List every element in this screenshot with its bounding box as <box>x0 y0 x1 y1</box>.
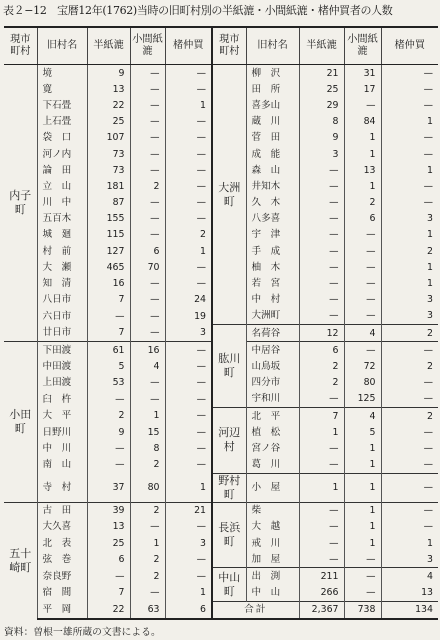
total-label: 合計 <box>212 601 299 619</box>
kozo-count: — <box>381 473 438 502</box>
group-name: 長浜町 <box>212 502 246 568</box>
hanshi-count: — <box>299 227 344 243</box>
hanshi-count: 53 <box>87 375 130 391</box>
village-name: 名荷谷 <box>246 325 299 342</box>
hanshi-count: 3 <box>299 146 344 162</box>
kozo-count: 1 <box>165 97 212 113</box>
village-name: 北 表 <box>37 535 87 551</box>
village-name: 大洲町 <box>246 308 299 325</box>
kozo-count: 1 <box>165 243 212 259</box>
koma-count: — <box>130 227 165 243</box>
header-group-right: 現市町村 <box>212 27 246 65</box>
kozo-count: — <box>165 275 212 291</box>
kozo-count: 2 <box>381 325 438 342</box>
koma-count: — <box>344 585 381 602</box>
village-name: 六日市 <box>37 308 87 325</box>
koma-count: — <box>344 308 381 325</box>
koma-count: 5 <box>344 424 381 440</box>
village-name: 上田渡 <box>37 375 87 391</box>
kozo-count: 2 <box>381 407 438 424</box>
koma-count: 1 <box>344 178 381 194</box>
kozo-count: — <box>165 162 212 178</box>
koma-count: 72 <box>344 358 381 374</box>
koma-count: 1 <box>344 130 381 146</box>
hanshi-count: — <box>299 259 344 275</box>
kozo-count: 21 <box>165 502 212 519</box>
hanshi-count: — <box>299 292 344 308</box>
hanshi-count: — <box>299 440 344 456</box>
koma-count: 1 <box>344 146 381 162</box>
hanshi-count: 2 <box>87 407 130 424</box>
village-name: 大久喜 <box>37 519 87 535</box>
kozo-count: 13 <box>381 585 438 602</box>
hanshi-count: 73 <box>87 146 130 162</box>
koma-count: 70 <box>130 259 165 275</box>
village-name: 菅 田 <box>246 130 299 146</box>
header-village: 旧村名 <box>37 27 87 65</box>
village-name: 柚 木 <box>246 259 299 275</box>
kozo-count: — <box>165 407 212 424</box>
koma-count: — <box>130 65 165 82</box>
kozo-count: — <box>165 551 212 568</box>
village-name: 植 松 <box>246 424 299 440</box>
kozo-count: — <box>165 358 212 374</box>
village-name: 中居谷 <box>246 342 299 359</box>
hanshi-count: — <box>87 308 130 325</box>
village-name: 宇 津 <box>246 227 299 243</box>
kozo-count: — <box>381 440 438 456</box>
village-name: 寛 <box>37 81 87 97</box>
village-name: 宇和川 <box>246 391 299 408</box>
koma-count: — <box>344 259 381 275</box>
koma-count: 8 <box>130 440 165 456</box>
group-name: 中山町 <box>212 568 246 601</box>
kozo-count: 3 <box>165 535 212 551</box>
koma-count: 15 <box>130 424 165 440</box>
hanshi-count: 9 <box>87 424 130 440</box>
header-kozo: 楮仲買 <box>165 27 212 65</box>
hanshi-count: — <box>299 535 344 551</box>
kozo-count: — <box>165 211 212 227</box>
koma-count: — <box>130 391 165 408</box>
kozo-count: — <box>165 178 212 194</box>
header-hanshi-right: 半紙漉 <box>299 27 344 65</box>
koma-count: — <box>130 585 165 602</box>
koma-count: — <box>130 375 165 391</box>
koma-count: — <box>344 243 381 259</box>
koma-count: — <box>344 97 381 113</box>
kozo-count: — <box>165 114 212 130</box>
table-row <box>4 502 438 519</box>
hanshi-count: 2 <box>299 358 344 374</box>
koma-count: — <box>344 568 381 585</box>
village-name: 河ノ内 <box>37 146 87 162</box>
kozo-count: — <box>381 97 438 113</box>
kozo-count: 1 <box>381 535 438 551</box>
village-name: 中田渡 <box>37 358 87 374</box>
table-row <box>4 325 438 342</box>
village-name: 廿日市 <box>37 325 87 342</box>
village-name: 葛 川 <box>246 457 299 474</box>
village-name: 論 田 <box>37 162 87 178</box>
village-name: 立 山 <box>37 178 87 194</box>
hanshi-count: — <box>299 457 344 474</box>
koma-count: — <box>344 551 381 568</box>
kozo-count: 1 <box>165 473 212 502</box>
hanshi-count: 29 <box>299 97 344 113</box>
koma-count: — <box>344 342 381 359</box>
hanshi-count: 61 <box>87 342 130 359</box>
village-name: 八日市 <box>37 292 87 308</box>
kozo-count: — <box>165 568 212 585</box>
village-name: 田 所 <box>246 81 299 97</box>
table-row <box>4 601 438 619</box>
hanshi-count: — <box>299 275 344 291</box>
hanshi-count: — <box>87 440 130 456</box>
village-name: 臼 杵 <box>37 391 87 408</box>
village-name: 井知木 <box>246 178 299 194</box>
kozo-count: — <box>165 195 212 211</box>
koma-count: — <box>344 275 381 291</box>
koma-count: 16 <box>130 342 165 359</box>
group-name: 大洲町 <box>212 65 246 325</box>
koma-count: 1 <box>344 502 381 519</box>
hanshi-count: 7 <box>87 325 130 342</box>
kozo-count: 24 <box>165 292 212 308</box>
village-name: 知 清 <box>37 275 87 291</box>
hanshi-count: 2 <box>299 375 344 391</box>
koma-count: 2 <box>130 568 165 585</box>
kozo-count: 3 <box>381 211 438 227</box>
village-name: 下田渡 <box>37 342 87 359</box>
village-name: 喜多山 <box>246 97 299 113</box>
kozo-count: 1 <box>165 585 212 602</box>
koma-count: — <box>130 97 165 113</box>
hanshi-count: 25 <box>299 81 344 97</box>
header-koma-right: 小間紙漉 <box>344 27 381 65</box>
kozo-count: 2 <box>381 243 438 259</box>
koma-count: — <box>130 519 165 535</box>
group-name: 肱川町 <box>212 325 246 408</box>
hanshi-count: — <box>299 178 344 194</box>
koma-count: 2 <box>130 178 165 194</box>
kozo-count: — <box>381 195 438 211</box>
table-row <box>4 568 438 585</box>
koma-count: — <box>130 162 165 178</box>
village-name: 山鳥坂 <box>246 358 299 374</box>
hanshi-count: — <box>87 391 130 408</box>
kozo-count: — <box>381 342 438 359</box>
hanshi-count: 181 <box>87 178 130 194</box>
hanshi-count: — <box>299 502 344 519</box>
kozo-count: 3 <box>381 551 438 568</box>
hanshi-count: 8 <box>299 114 344 130</box>
group-name: 小田町 <box>4 342 37 503</box>
koma-count: 4 <box>344 325 381 342</box>
village-name: 中 村 <box>246 292 299 308</box>
hanshi-count: — <box>299 195 344 211</box>
hanshi-count: 16 <box>87 275 130 291</box>
hanshi-count: 9 <box>299 130 344 146</box>
group-name: 野村町 <box>212 473 246 502</box>
hanshi-count: 12 <box>299 325 344 342</box>
hanshi-count: 73 <box>87 162 130 178</box>
koma-count: 84 <box>344 114 381 130</box>
hanshi-count: 211 <box>299 568 344 585</box>
hanshi-count: — <box>299 551 344 568</box>
village-name: 成 能 <box>246 146 299 162</box>
village-name: 宮ノ谷 <box>246 440 299 456</box>
hanshi-count: 115 <box>87 227 130 243</box>
koma-count: 13 <box>344 162 381 178</box>
kozo-count: 6 <box>165 601 212 619</box>
koma-count: 2 <box>130 502 165 519</box>
hanshi-count: 13 <box>87 519 130 535</box>
kozo-count: — <box>381 375 438 391</box>
village-name: 久 木 <box>246 195 299 211</box>
hanshi-count: — <box>299 519 344 535</box>
village-name: 南 山 <box>37 457 87 474</box>
village-name: 出 渕 <box>246 568 299 585</box>
hanshi-count: — <box>299 211 344 227</box>
group-name: 河辺村 <box>212 407 246 473</box>
hanshi-count: 266 <box>299 585 344 602</box>
kozo-count: 1 <box>381 114 438 130</box>
kozo-count: 1 <box>381 259 438 275</box>
kozo-count: — <box>381 130 438 146</box>
kozo-count: 2 <box>165 227 212 243</box>
koma-count: 80 <box>344 375 381 391</box>
village-name: 蔵 川 <box>246 114 299 130</box>
hanshi-count: 87 <box>87 195 130 211</box>
table-row <box>4 407 438 424</box>
koma-count: 4 <box>130 358 165 374</box>
village-name: 古 田 <box>37 502 87 519</box>
koma-count: 63 <box>130 601 165 619</box>
hanshi-count: 1 <box>299 473 344 502</box>
village-name: 大 瀬 <box>37 259 87 275</box>
table-row <box>4 473 438 502</box>
koma-count: — <box>130 292 165 308</box>
village-name: 大 平 <box>37 407 87 424</box>
total-hanshi: 2,367 <box>299 601 344 619</box>
village-name: 戒 川 <box>246 535 299 551</box>
village-name: 上石畳 <box>37 114 87 130</box>
village-name: 八多喜 <box>246 211 299 227</box>
kozo-count: 19 <box>165 308 212 325</box>
hanshi-count: 13 <box>87 81 130 97</box>
total-kozo: 134 <box>381 601 438 619</box>
hanshi-count: 21 <box>299 65 344 82</box>
kozo-count: 1 <box>381 275 438 291</box>
hanshi-count: 5 <box>87 358 130 374</box>
kozo-count: — <box>165 375 212 391</box>
kozo-count: 3 <box>381 308 438 325</box>
village-name: 北 平 <box>246 407 299 424</box>
kozo-count: — <box>165 342 212 359</box>
koma-count: 17 <box>344 81 381 97</box>
total-koma: 738 <box>344 601 381 619</box>
koma-count: 2 <box>344 195 381 211</box>
koma-count: 31 <box>344 65 381 82</box>
village-name: 下石畳 <box>37 97 87 113</box>
kozo-count: 2 <box>381 358 438 374</box>
koma-count: — <box>130 130 165 146</box>
village-name: 五百木 <box>37 211 87 227</box>
kozo-count: — <box>165 146 212 162</box>
hanshi-count: 6 <box>299 342 344 359</box>
village-name: 大 越 <box>246 519 299 535</box>
hanshi-count: 39 <box>87 502 130 519</box>
hanshi-count: 22 <box>87 97 130 113</box>
koma-count: 125 <box>344 391 381 408</box>
hanshi-count: — <box>87 568 130 585</box>
village-name: 柴 <box>246 502 299 519</box>
koma-count: 80 <box>130 473 165 502</box>
koma-count: 1 <box>344 457 381 474</box>
hanshi-count: 155 <box>87 211 130 227</box>
kozo-count: 4 <box>381 568 438 585</box>
koma-count: — <box>130 275 165 291</box>
village-name: 柳 沢 <box>246 65 299 82</box>
koma-count: — <box>344 227 381 243</box>
kozo-count: — <box>381 502 438 519</box>
table-row <box>4 65 438 82</box>
village-name: 日野川 <box>37 424 87 440</box>
koma-count: 6 <box>344 211 381 227</box>
kozo-count: — <box>381 424 438 440</box>
village-name: 平 岡 <box>37 601 87 619</box>
village-name: 村 前 <box>37 243 87 259</box>
hanshi-count: — <box>299 162 344 178</box>
village-name: 袋 口 <box>37 130 87 146</box>
koma-count: — <box>130 325 165 342</box>
village-name: 中 川 <box>37 440 87 456</box>
village-name: 森 山 <box>246 162 299 178</box>
hanshi-count: — <box>299 308 344 325</box>
hanshi-count: 25 <box>87 114 130 130</box>
village-name: 加 屋 <box>246 551 299 568</box>
village-name: 手 成 <box>246 243 299 259</box>
koma-count: 1 <box>344 440 381 456</box>
koma-count: 2 <box>130 551 165 568</box>
kozo-count: 3 <box>165 325 212 342</box>
kozo-count: — <box>381 519 438 535</box>
koma-count: — <box>130 211 165 227</box>
header-group: 現市町村 <box>4 27 37 65</box>
hanshi-count: 127 <box>87 243 130 259</box>
kozo-count: 3 <box>381 292 438 308</box>
hanshi-count: 9 <box>87 65 130 82</box>
koma-count: 2 <box>130 457 165 474</box>
hanshi-count: 6 <box>87 551 130 568</box>
koma-count: 1 <box>344 535 381 551</box>
koma-count: 1 <box>344 473 381 502</box>
koma-count: — <box>344 292 381 308</box>
header-village-right: 旧村名 <box>246 27 299 65</box>
koma-count: — <box>130 308 165 325</box>
hanshi-count: 37 <box>87 473 130 502</box>
village-name: 宿 間 <box>37 585 87 602</box>
kozo-count: — <box>381 65 438 82</box>
source-note: 資料：曽根一雄所蔵の文書による。 <box>4 627 161 638</box>
village-name: 弦 巻 <box>37 551 87 568</box>
hanshi-count: — <box>299 243 344 259</box>
koma-count: 4 <box>344 407 381 424</box>
kozo-count: — <box>381 81 438 97</box>
hanshi-count: 465 <box>87 259 130 275</box>
koma-count: — <box>130 81 165 97</box>
kozo-count: — <box>165 519 212 535</box>
hanshi-count: 107 <box>87 130 130 146</box>
header-koma: 小間紙漉 <box>130 27 165 65</box>
kozo-count: — <box>381 178 438 194</box>
group-name: 内子町 <box>9 189 32 217</box>
kozo-count: — <box>381 457 438 474</box>
kozo-count: — <box>165 391 212 408</box>
kozo-count: — <box>381 391 438 408</box>
hanshi-count: 7 <box>299 407 344 424</box>
village-name: 奈良野 <box>37 568 87 585</box>
village-name: 若 宮 <box>246 275 299 291</box>
kozo-count: — <box>165 65 212 82</box>
header-hanshi: 半紙漉 <box>87 27 130 65</box>
table-body <box>4 65 438 620</box>
data-table <box>4 26 438 620</box>
village-name: 四分市 <box>246 375 299 391</box>
kozo-count: 1 <box>381 227 438 243</box>
kozo-count: 1 <box>381 162 438 178</box>
hanshi-count: 22 <box>87 601 130 619</box>
kozo-count: — <box>165 440 212 456</box>
village-name: 城 廻 <box>37 227 87 243</box>
koma-count: 1 <box>130 535 165 551</box>
table-title: 表２−12 宝暦12年(1762)当時の旧町村別の半紙漉・小間紙漉・楮仲買者の人数 <box>3 4 393 17</box>
village-name: 寺 村 <box>37 473 87 502</box>
kozo-count: — <box>165 457 212 474</box>
hanshi-count: — <box>87 457 130 474</box>
village-name: 中 山 <box>246 585 299 602</box>
koma-count: — <box>130 114 165 130</box>
kozo-count: — <box>165 130 212 146</box>
hanshi-count: 7 <box>87 292 130 308</box>
koma-count: 1 <box>130 407 165 424</box>
hanshi-count: 25 <box>87 535 130 551</box>
village-name: 川 中 <box>37 195 87 211</box>
hanshi-count: 7 <box>87 585 130 602</box>
hanshi-count: — <box>299 391 344 408</box>
group-name: 五十崎町 <box>4 502 37 619</box>
koma-count: — <box>130 146 165 162</box>
koma-count: 6 <box>130 243 165 259</box>
koma-count: 1 <box>344 519 381 535</box>
village-name: 境 <box>37 65 87 82</box>
hanshi-count: 1 <box>299 424 344 440</box>
header-kozo-right: 楮仲買 <box>381 27 438 65</box>
koma-count: — <box>130 195 165 211</box>
kozo-count: — <box>165 81 212 97</box>
kozo-count: — <box>381 146 438 162</box>
kozo-count: — <box>165 259 212 275</box>
kozo-count: — <box>165 424 212 440</box>
village-name: 小 屋 <box>246 473 299 502</box>
